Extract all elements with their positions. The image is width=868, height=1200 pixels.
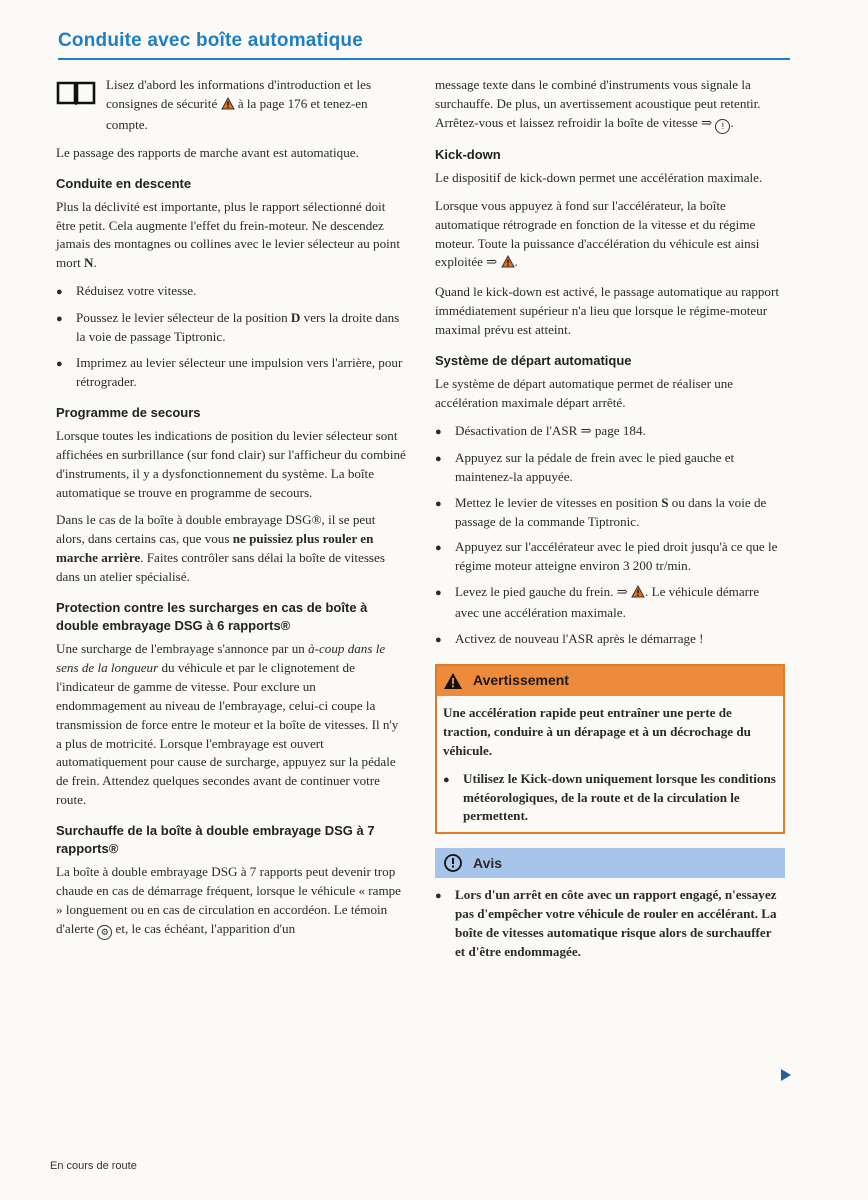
warning-triangle-icon (221, 97, 235, 116)
paragraph-secours: Lorsque toutes les indications de position du levier sélecteur sont affichées en surbrillance (sur fond clair) sur l'afficheur du combiné d'instruments, il y a dysfonctionnement du système. La boîte automatique se trouve en programme de secours. (56, 427, 406, 500)
paragraph: Lorsque vous appuyez à fond sur l'accélérateur, la boîte automatique rétrograde en fonction de la vitesse et du régime moteur. Toute la puissance d'accélération du véhicule est ainsi exploitée ⇒ . (435, 197, 785, 275)
list-item: ● Mettez le levier de vitesses en position S ou dans la voie de passage de la commande Tiptronic. (435, 494, 767, 529)
heading-depart: Système de départ automatique (435, 353, 632, 369)
paragraph-continued: message texte dans le combiné d'instruments vous signale la surchauffe. De plus, un avertissement acoustique peut retentir. Arrêtez-vous et laissez refroidir la boîte de vitesse ⇒ ! . (435, 76, 785, 134)
paragraph: Le système de départ automatique permet de réaliser une accélération maximale départ arrêté. (435, 376, 734, 410)
warning-title: Avertissement (473, 672, 569, 689)
intro-tail: à la page 176 et tenez-en compte. (106, 95, 368, 132)
warning-triangle-icon (443, 672, 463, 690)
list-item: ● Appuyez sur l'accélérateur avec le pied droit jusqu'à ce que le régime moteur atteigne environ 3 200 tr/min. (435, 539, 778, 574)
next-page-arrow-icon[interactable] (780, 1068, 792, 1087)
list-item: ● Imprimez au levier sélecteur une impulsion vers l'arrière, pour rétrograder. (56, 354, 403, 389)
book-icon (56, 76, 106, 144)
warning-body: Une accélération rapide peut entraîner une perte de traction, conduire à un dérapage et à un décrochage du véhicule. ● Utilisez le Kick-down uniquement lorsque les conditions météorologiques, de la route et de la circulation le permettent. (443, 704, 776, 824)
page-header (58, 30, 790, 60)
heading-kickdown: Kick-down (435, 146, 501, 162)
note-box (435, 848, 785, 962)
heading-protection: Protection contre les surcharges en cas de boîte à double embrayage DSG à 6 rapports® (56, 600, 368, 634)
gearbox-warning-icon: ⚙ (97, 925, 112, 940)
warning-triangle-icon (501, 255, 515, 274)
paragraph: Quand le kick-down est activé, le passage automatique au rapport immédiatement supérieur n'a lieu que lorsque le régime-moteur maximal prévu est atteint. (435, 284, 779, 338)
paragraph-protection: Une surcharge de l'embrayage s'annonce par un à-coup dans le sens de la longueur du véhicule et par le clignotement de l'indicateur de gamme de vitesse. Pour exclure un endommagement au niveau de l'embrayage, celui-ci coupe la transmission de force entre le moteur et la boîte de vitesses. Il n'y a plus de motricité. Lorsque l'embrayage est ouvert automatiquement pour cause de surcharge, appuyez sur la pédale de frein. Attendez quelques secondes avant de continuer votre route. (56, 641, 399, 808)
paragraph-dsg: Dans le cas de la boîte à double embrayage DSG®, il se peut alors, dans certains cas, que vous ne puissiez plus rouler en marche arrière. Faites contrôler sans délai la boîte de vitesses dans un atelier spécialisé. (56, 512, 385, 585)
info-icon (443, 853, 463, 873)
paragraph: Le passage des rapports de marche avant est automatique. (56, 144, 359, 160)
heading-secours: Programme de secours (56, 404, 201, 420)
info-icon: ! (715, 119, 730, 134)
note-box-header (435, 848, 785, 878)
warning-triangle-icon (631, 585, 645, 604)
list-item: ● Activez de nouveau l'ASR après le démarrage ! (435, 631, 704, 647)
list-item: ● Réduisez votre vitesse. (56, 283, 197, 299)
list-item: ● Poussez le levier sélecteur de la position D vers la droite dans la voie de passage Tiptronic. (56, 310, 400, 345)
list-item: ● Levez le pied gauche du frein. ⇒ . Le véhicule démarre avec une accélération maximale. (435, 584, 760, 621)
note-title: Avis (473, 854, 503, 871)
note-body: ● Lors d'un arrêt en côte avec un rapport engagé, n'essayez pas d'empêcher votre véhicule de rouler en accélérant. La boîte de vitesses automatique risque alors de surchauffer et d'être endommagée. (435, 887, 777, 960)
footer-label: En cours de route (50, 1160, 137, 1172)
paragraph-surchauffe: La boîte à double embrayage DSG à 7 rapports peut devenir trop chaude en cas de démarrage fréquent, lorsque le véhicule « rampe » longuement ou en cas de circulation en accordéon. Le témoin d'alerte ⚙ et, le cas échéant, l'apparition d'un (56, 863, 406, 940)
warning-box (435, 664, 785, 834)
header-rule (58, 58, 790, 60)
right-column (435, 76, 785, 969)
heading-descente: Conduite en descente (56, 175, 192, 191)
heading-surchauffe: Surchauffe de la boîte à double embrayage DSG à 7 rapports® (56, 823, 375, 857)
warning-box-header (437, 666, 783, 696)
page-title: Conduite avec boîte automatique (58, 30, 363, 51)
list-item: ● Désactivation de l'ASR ⇒ page 184. (435, 422, 646, 438)
intro-text: Lisez d'abord les informations d'introduction et les consignes de sécurité (106, 77, 372, 111)
list-item: ● Appuyez sur la pédale de frein avec le pied gauche et maintenez-la appuyée. (435, 449, 735, 484)
intro-block (56, 76, 406, 144)
paragraph: Le dispositif de kick-down permet une accélération maximale. (435, 169, 763, 185)
left-column (56, 76, 406, 949)
paragraph-descente: Plus la déclivité est importante, plus le rapport sélectionné doit être petit. Cela augmente l'effet du frein-moteur. Ne descendez jamais des montagnes ou collines avec le levier sélecteur au point mort N. (56, 198, 400, 271)
